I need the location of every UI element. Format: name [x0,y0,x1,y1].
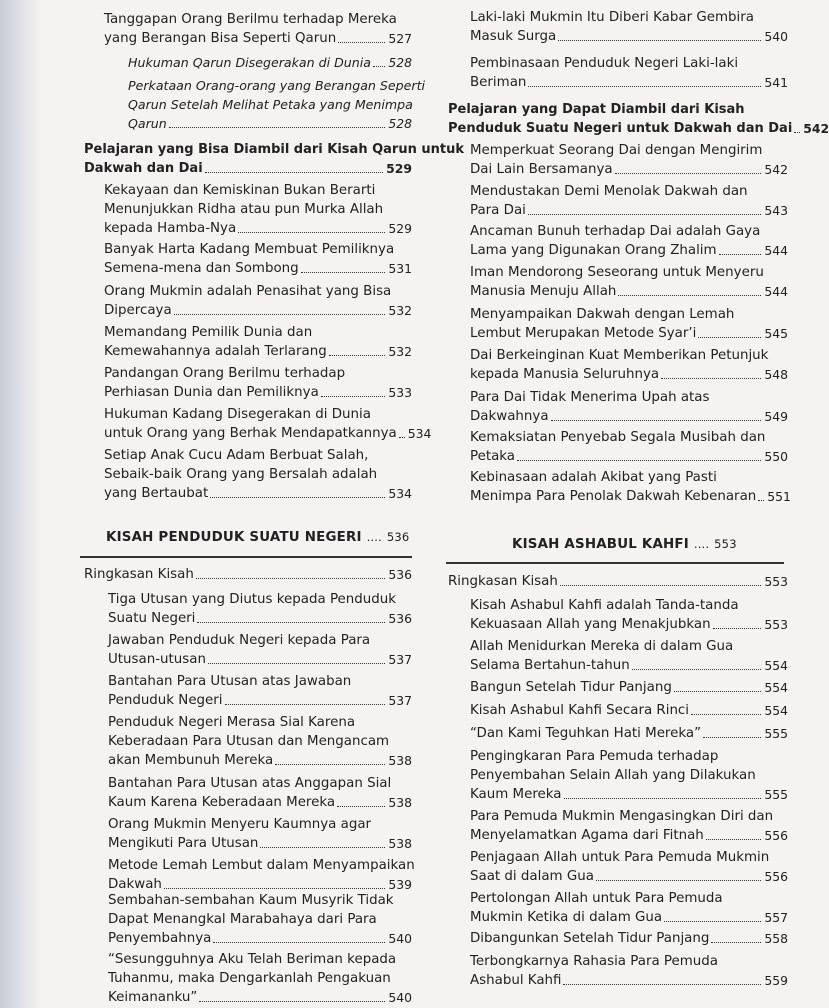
toc-entry-text: Lama yang Digunakan Orang Zhalim [470,243,717,258]
toc-entry-line [104,484,412,503]
toc-entry-line [470,241,788,260]
toc-entry-line [470,487,791,506]
toc-entry-line: Pembinasaan Penduduk Negeri Laki-laki [470,56,739,71]
page-number: 548 [764,367,788,382]
toc-entry-line: Kemaksiatan Penyebab Segala Musibah dan [470,430,766,445]
dot-leader [169,126,386,128]
dot-leader [794,131,800,133]
toc-entry[interactable] [470,889,788,927]
page-number: 529 [386,161,412,176]
dot-leader [210,496,385,498]
toc-entry-line: Metode Lemah Lembut dalam Menyampaikan [108,858,415,873]
dot-leader [618,294,761,296]
toc-entry[interactable] [108,672,412,710]
toc-entry[interactable] [470,388,788,426]
toc-entry-line: Dapat Menangkal Marabahaya dari Para [108,912,377,927]
page-number: 534 [407,426,432,441]
toc-entry-line: Menunjukkan Ridha atau pun Murka Allah [104,202,384,217]
page-number: 553 [764,574,788,589]
toc-entry-line: Tanggapan Orang Berilmu terhadap Mereka [104,12,397,27]
page-number: 536 [388,611,412,626]
dot-leader [225,703,386,705]
toc-entry-text: Selama Bertahun-tahun [470,658,630,673]
toc-entry-line: Memperkuat Seorang Dai dengan Mengirim [470,143,763,158]
toc-entry-line: Para Pemuda Mukmin Mengasingkan Diri dan [470,809,774,824]
toc-entry[interactable] [104,10,412,48]
page-number: 534 [388,486,412,501]
page-number: 539 [388,877,412,892]
toc-entry-text: Petaka [470,449,516,464]
toc-entry-line [448,119,829,138]
toc-entry[interactable] [108,891,412,948]
toc-entry[interactable] [470,182,788,220]
dot-leader [661,377,761,379]
toc-entry-line [470,282,788,301]
toc-entry-text: akan Membunuh Mereka [108,753,274,768]
toc-entry-text: Dakwah dan Dai [84,161,203,176]
dot-leader [164,887,385,889]
toc-entry-line: Pandangan Orang Berilmu terhadap [104,366,346,381]
toc-entry-line: Ancaman Bunuh terhadap Dai adalah Gaya [470,224,761,239]
dot-leader [596,879,761,881]
toc-entry-line: Allah Menidurkan Mereka di dalam Gua [470,639,734,654]
page-number: 554 [764,680,788,695]
toc-entry-text: Ringkasan Kisah [448,574,558,589]
toc-entry[interactable] [470,952,788,990]
page-number: 540 [388,990,412,1005]
toc-entry[interactable] [104,181,412,238]
toc-entry-text: kepada Manusia Seluruhnya [470,367,660,382]
page-number: 532 [388,303,412,318]
dot-leader [564,797,762,799]
section-title[interactable] [106,530,409,545]
toc-entry-text: Semena-mena dan Sombong [104,261,299,276]
toc-entry[interactable] [84,565,412,584]
toc-entry-text: Hukuman Qarun Disegerakan di Dunia [128,55,371,70]
toc-entry-line [128,53,412,72]
toc-entry[interactable] [470,637,788,675]
toc-entry-line [470,201,788,220]
toc-entry-text: untuk Orang yang Berhak Mendapatkannya [104,426,397,441]
toc-entry-line: Penduduk Negeri Merasa Sial Karena [108,715,356,730]
toc-entry[interactable] [470,263,788,301]
toc-entry-line [104,301,412,320]
toc-entry-line: Penyembahan Selain Allah yang Dilakukan [470,768,756,783]
toc-entry[interactable] [104,240,412,278]
page-number: 527 [388,31,412,46]
toc-entry-line [448,572,788,591]
toc-entry-line: Tiga Utusan yang Diutus kepada Penduduk [108,592,397,607]
toc-entry-line [104,259,412,278]
toc-entry-text: Kisah Ashabul Kahfi Secara Rinci [470,703,690,718]
page-number: 531 [388,261,412,276]
dot-leader [197,621,385,623]
toc-entry-line [108,929,412,948]
page-number: 538 [388,795,412,810]
dot-leader [713,627,762,629]
toc-entry-line: Perkataan Orang-orang yang Berangan Seperti [128,78,426,93]
toc-entry-line: “Sesungguhnya Aku Telah Beriman kepada [108,952,397,967]
toc-entry-line: Kekayaan dan Kemiskinan Bukan Berarti [104,183,376,198]
toc-entry-line [470,826,788,845]
toc-entry-line: Banyak Harta Kadang Membuat Pemiliknya [104,242,395,257]
dot-leader [321,395,386,397]
toc-entry-line: Para Dai Tidak Menerima Upah atas [470,390,710,405]
toc-entry-line: Sebaik-baik Orang yang Bersalah adalah [104,467,378,482]
toc-entry-text: Mengikuti Para Utusan [108,836,259,851]
page-number: 528 [388,116,412,131]
toc-entry[interactable] [108,815,412,853]
dot-leader [301,271,386,273]
toc-entry-text: Ashabul Kahfi [470,973,562,988]
toc-entry-text: Beriman [470,75,527,90]
page-number: 554 [764,703,788,718]
toc-entry-line [104,29,412,48]
dot-leader [674,690,762,692]
toc-entry-line [470,908,788,927]
toc-entry-text: Suatu Negeri [108,611,196,626]
dot-leader [698,336,761,338]
toc-entry-line [108,988,412,1007]
toc-entry[interactable] [470,807,788,845]
toc-entry-line [470,929,788,948]
dot-leader [632,668,762,670]
toc-entry-text: Penduduk Suatu Negeri untuk Dakwah dan Dai [448,121,793,136]
section-title[interactable] [512,537,737,552]
toc-entry[interactable] [470,8,788,46]
dot-leader [560,584,762,586]
toc-entry[interactable] [104,364,412,402]
toc-entry-line [470,615,788,634]
toc-entry[interactable] [104,446,412,503]
page-number: 555 [764,787,788,802]
toc-entry-text: Bangun Setelah Tidur Panjang [470,680,672,695]
page-number: 558 [764,931,788,946]
toc-entry[interactable] [470,346,788,384]
dot-leader [174,313,386,315]
toc-entry-line [108,793,412,812]
toc-entry-line: Hukuman Kadang Disegerakan di Dunia [104,407,371,422]
toc-entry-line [470,407,788,426]
toc-entry[interactable] [108,856,415,894]
toc-entry[interactable] [470,596,788,634]
page-number: 544 [764,243,788,258]
dot-leader [208,662,385,664]
toc-entry-line [470,73,788,92]
toc-entry-text: Dai Lain Bersamanya [470,162,613,177]
page-number: 559 [764,973,788,988]
page-number: 557 [764,910,788,925]
toc-entry[interactable] [470,222,788,260]
dot-leader [551,419,762,421]
page-number: 528 [388,55,412,70]
page-number: 538 [388,836,412,851]
page-number: 529 [388,221,412,236]
toc-entry-line: Pelajaran yang Bisa Diambil dari Kisah Qarun untuk [84,142,464,157]
toc-entry[interactable] [470,678,788,697]
toc-entry-text: Menimpa Para Penolak Dakwah Kebenaran [470,489,757,504]
section-title-text: KISAH ASHABUL KAHFI [512,537,689,552]
toc-entry[interactable] [128,53,412,72]
toc-entry-text: Kekuasaan Allah yang Menakjubkan [470,617,711,632]
toc-entry-text: Kaum Karena Keberadaan Mereka [108,795,336,810]
dot-leader [205,171,383,173]
toc-entry-text: Keimananku” [108,990,198,1005]
toc-entry-line: Kisah Ashabul Kahfi adalah Tanda-tanda [470,598,739,613]
page-number: 540 [388,931,412,946]
toc-entry-line [108,609,412,628]
toc-entry-line: Laki-laki Mukmin Itu Diberi Kabar Gembira [470,10,754,25]
dot-leader [517,459,761,461]
toc-entry-text: Kaum Mereka [470,787,562,802]
page-number: 556 [764,869,788,884]
toc-entry-text: Penduduk Negeri [108,693,223,708]
dot-leader [528,213,761,215]
dot-leader [275,763,385,765]
toc-entry[interactable] [108,590,412,628]
toc-entry-line: Memandang Pemilik Dunia dan [104,325,313,340]
toc-entry-line: Mendustakan Demi Menolak Dakwah dan [470,184,748,199]
toc-entry-heading[interactable] [84,140,464,178]
dot-leader [199,1000,385,1002]
toc-entry[interactable] [108,631,412,669]
section-title-text: KISAH PENDUDUK SUATU NEGERI [106,530,362,545]
toc-entry[interactable] [448,572,788,591]
toc-entry-line: Terbongkarnya Rahasia Para Pemuda [470,954,718,969]
toc-entry-text: Utusan-utusan [108,652,206,667]
toc-entry[interactable] [470,724,788,743]
toc-entry-text: “Dan Kami Teguhkan Hati Mereka” [470,726,702,741]
toc-entry-line [470,324,788,343]
dot-leader [373,65,385,67]
toc-entry-line: Setiap Anak Cucu Adam Berbuat Salah, [104,448,369,463]
toc-entry-text: yang Bertaubat [104,486,209,501]
toc-entry-line [104,383,412,402]
dot-leader [703,736,761,738]
toc-entry[interactable] [108,950,412,1007]
page-number: 554 [764,658,788,673]
toc-entry-line [470,701,788,720]
toc-entry-line [470,678,788,697]
toc-entry-line [470,724,788,743]
toc-entry-line: Menyampaikan Dakwah dengan Lemah [470,307,735,322]
toc-entry-text: Dibangunkan Setelah Tidur Panjang [470,931,710,946]
toc-entry-line: Qarun Setelah Melihat Petaka yang Menimpa [128,97,413,112]
dot-leader [558,39,761,41]
toc-entry-line: Keberadaan Para Utusan dan Mengancam [108,734,390,749]
toc-entry-line: Pengingkaran Para Pemuda terhadap [470,749,719,764]
dot-leader [238,231,385,233]
toc-entry-line [108,650,412,669]
dot-leader [196,577,386,579]
toc-entry-line: Jawaban Penduduk Negeri kepada Para [108,633,371,648]
toc-entry-line [470,785,788,804]
toc-entry[interactable] [470,848,788,886]
toc-entry-line [470,365,788,384]
toc-entry[interactable] [470,747,788,804]
book-spine-shadow [0,0,40,1008]
toc-entry[interactable] [108,774,412,812]
toc-entry-line: Kebinasaan adalah Akibat yang Pasti [470,470,717,485]
page-number: 532 [388,344,412,359]
page-number: 540 [764,29,788,44]
toc-entry-line: Bantahan Para Utusan atas Anggapan Sial [108,776,392,791]
page-number: 537 [388,652,412,667]
toc-entry-line [470,27,788,46]
toc-entry-line [108,834,412,853]
dot-leader [260,846,385,848]
toc-entry[interactable] [470,428,788,466]
toc-entry-line [470,447,788,466]
dot-leader [706,838,762,840]
section-divider [446,562,784,564]
page-number: 541 [764,75,788,90]
section-title-dots: .... [366,530,383,544]
toc-entry[interactable] [128,76,426,133]
toc-entry-line [470,656,788,675]
dot-leader [329,354,386,356]
toc-entry[interactable] [470,929,788,948]
toc-entry[interactable] [470,468,791,506]
page-number: 550 [764,449,788,464]
toc-entry-text: Dakwahnya [470,409,549,424]
toc-entry-line: Sembahan-sembahan Kaum Musyrik Tidak [108,893,394,908]
page-number: 544 [764,284,788,299]
toc-entry-text: Dakwah [108,877,162,892]
toc-entry-line [84,159,412,178]
toc-entry[interactable] [108,713,412,770]
toc-entry-text: Masuk Surga [470,29,557,44]
toc-entry[interactable] [104,282,412,320]
toc-entry-line [470,160,788,179]
toc-entry-line [128,114,412,133]
toc-entry-text: Qarun [128,116,167,131]
page-number: 542 [803,121,829,136]
toc-entry-line: Iman Mendorong Seseorang untuk Menyeru [470,265,764,280]
toc-entry-text: Saat di dalam Gua [470,869,594,884]
toc-entry-text: Lembut Merupakan Metode Syar’i [470,326,697,341]
page-number: 555 [764,726,788,741]
toc-entry-text: kepada Hamba-Nya [104,221,237,236]
toc-entry[interactable] [104,405,432,443]
section-divider [80,556,412,558]
toc-entry-line [104,424,432,443]
toc-entry[interactable] [470,141,788,179]
toc-entry-line: Pertolongan Allah untuk Para Pemuda [470,891,723,906]
toc-entry-text: Manusia Menuju Allah [470,284,617,299]
page-number: 542 [764,162,788,177]
section-title-dots: .... [693,537,710,551]
toc-entry-text: Dipercaya [104,303,172,318]
toc-entry-text: Mukmin Ketika di dalam Gua [470,910,663,925]
toc-entry-line: Tuhanmu, maka Dengarkanlah Pengakuan [108,971,391,986]
dot-leader [758,499,764,501]
toc-entry-line: Pelajaran yang Dapat Diambil dari Kisah [448,102,745,117]
dot-leader [563,983,761,985]
toc-entry-text: yang Berangan Bisa Seperti Qarun [104,31,337,46]
page-number: 537 [388,693,412,708]
section-page-number: 536 [386,530,410,544]
toc-entry-line [104,219,412,238]
toc-entry-text: Menyelamatkan Agama dari Fitnah [470,828,704,843]
dot-leader [213,941,385,943]
toc-entry[interactable] [470,701,788,720]
toc-entry-text: Ringkasan Kisah [84,567,194,582]
dot-leader [615,172,762,174]
section-page-number: 553 [714,537,737,551]
toc-entry-text: Perhiasan Dunia dan Pemiliknya [104,385,319,400]
toc-entry-text: Penyembahnya [108,931,212,946]
page-number: 553 [764,617,788,632]
page-number: 556 [764,828,788,843]
toc-entry-line [104,342,412,361]
toc-entry[interactable] [470,305,788,343]
page-number: 533 [388,385,412,400]
toc-entry-line [470,971,788,990]
toc-entry-line [108,751,412,770]
page-number: 551 [767,489,791,504]
page-number: 543 [764,203,788,218]
toc-entry[interactable] [104,323,412,361]
dot-leader [719,253,762,255]
page-number: 549 [764,409,788,424]
dot-leader [664,920,761,922]
toc-entry-line [108,691,412,710]
toc-entry-line: Bantahan Para Utusan atas Jawaban [108,674,352,689]
toc-entry-line: Dai Berkeinginan Kuat Memberikan Petunjuk [470,348,769,363]
page-number: 536 [388,567,412,582]
toc-entry-line [470,867,788,886]
toc-entry-line [84,565,412,584]
toc-entry-text: Kemewahannya adalah Terlarang [104,344,327,359]
dot-leader [711,941,761,943]
toc-entry-line: Penjagaan Allah untuk Para Pemuda Mukmin [470,850,770,865]
dot-leader [338,41,385,43]
page-number: 545 [764,326,788,341]
toc-entry-line: Orang Mukmin adalah Penasihat yang Bisa [104,284,392,299]
dot-leader [399,436,405,438]
dot-leader [337,805,385,807]
toc-entry-line: Orang Mukmin Menyeru Kaumnya agar [108,817,372,832]
dot-leader [691,713,761,715]
dot-leader [528,85,761,87]
page-number: 538 [388,753,412,768]
toc-entry[interactable] [470,54,788,92]
toc-entry-heading[interactable] [448,100,829,138]
toc-entry-text: Para Dai [470,203,526,218]
